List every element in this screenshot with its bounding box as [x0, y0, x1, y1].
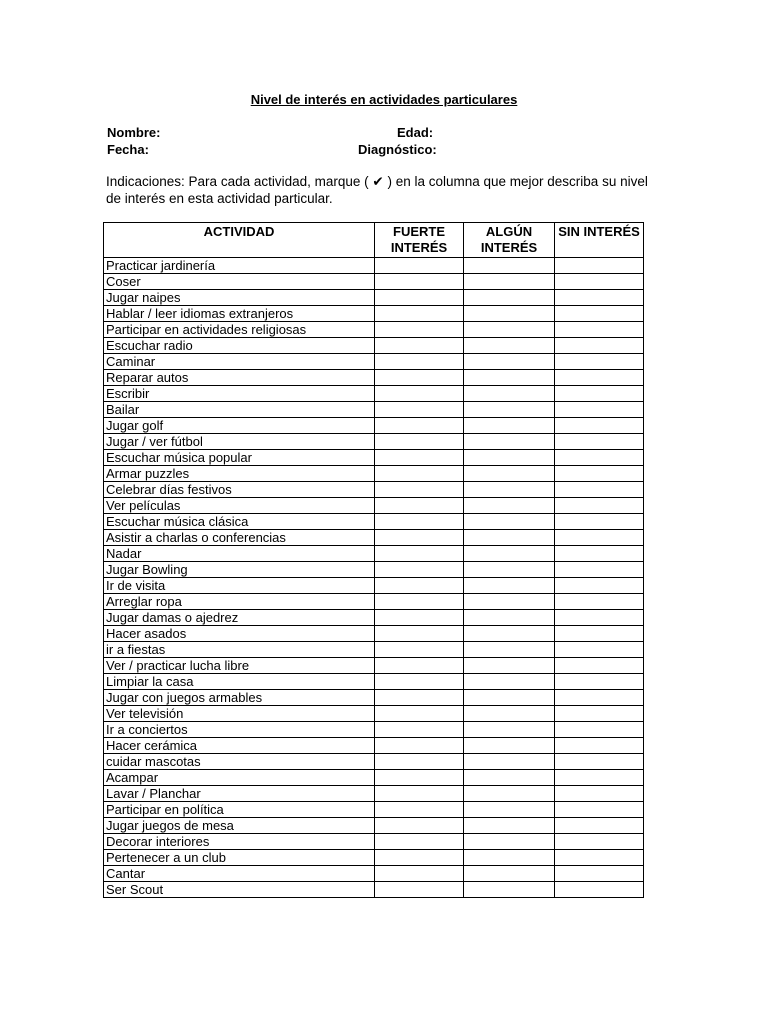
fuerte-interes-cell[interactable]	[375, 290, 464, 306]
algun-interes-cell[interactable]	[464, 834, 555, 850]
table-row	[104, 738, 644, 754]
fuerte-interes-cell[interactable]	[375, 386, 464, 402]
activity-name: Acampar	[104, 770, 375, 786]
activity-name: Ir de visita	[104, 578, 375, 594]
sin-interes-cell[interactable]	[555, 802, 644, 818]
field-fecha: Fecha:	[107, 142, 149, 157]
fuerte-interes-cell[interactable]	[375, 786, 464, 802]
activity-name: Escuchar música clásica	[104, 514, 375, 530]
fuerte-interes-cell[interactable]	[375, 370, 464, 386]
table-row	[104, 594, 644, 610]
table-row	[104, 834, 644, 850]
fuerte-interes-cell[interactable]	[375, 482, 464, 498]
fuerte-interes-cell[interactable]	[375, 258, 464, 274]
activity-name: Limpiar la casa	[104, 674, 375, 690]
fuerte-interes-cell[interactable]	[375, 546, 464, 562]
table-row	[104, 338, 644, 354]
algun-interes-cell[interactable]	[464, 546, 555, 562]
header-sin-interes: SIN INTERÉS	[555, 223, 644, 258]
activity-name: Coser	[104, 274, 375, 290]
table-row	[104, 562, 644, 578]
sin-interes-cell[interactable]	[555, 850, 644, 866]
sin-interes-cell[interactable]	[555, 658, 644, 674]
table-row	[104, 642, 644, 658]
activity-name: Asistir a charlas o conferencias	[104, 530, 375, 546]
header-actividad: ACTIVIDAD	[104, 223, 375, 258]
activity-name: Ver televisión	[104, 706, 375, 722]
table-row	[104, 450, 644, 466]
table-row	[104, 786, 644, 802]
table-row	[104, 690, 644, 706]
sin-interes-cell[interactable]	[555, 466, 644, 482]
table-row	[104, 354, 644, 370]
fuerte-interes-cell[interactable]	[375, 354, 464, 370]
fuerte-interes-cell[interactable]	[375, 594, 464, 610]
fuerte-interes-cell[interactable]	[375, 402, 464, 418]
fuerte-interes-cell[interactable]	[375, 498, 464, 514]
sin-interes-cell[interactable]	[555, 818, 644, 834]
fuerte-interes-cell[interactable]	[375, 738, 464, 754]
algun-interes-cell[interactable]	[464, 338, 555, 354]
algun-interes-cell[interactable]	[464, 386, 555, 402]
table-row	[104, 418, 644, 434]
algun-interes-cell[interactable]	[464, 802, 555, 818]
sin-interes-cell[interactable]	[555, 290, 644, 306]
sin-interes-cell[interactable]	[555, 770, 644, 786]
sin-interes-cell[interactable]	[555, 530, 644, 546]
sin-interes-cell[interactable]	[555, 626, 644, 642]
table-row	[104, 434, 644, 450]
table-row	[104, 802, 644, 818]
algun-interes-cell[interactable]	[464, 658, 555, 674]
algun-interes-cell[interactable]	[464, 642, 555, 658]
fuerte-interes-cell[interactable]	[375, 834, 464, 850]
activity-name: Armar puzzles	[104, 466, 375, 482]
table-row	[104, 754, 644, 770]
activity-name: Jugar naipes	[104, 290, 375, 306]
sin-interes-cell[interactable]	[555, 434, 644, 450]
activity-name: Nadar	[104, 546, 375, 562]
activity-name: cuidar mascotas	[104, 754, 375, 770]
table-row	[104, 658, 644, 674]
document-title: Nivel de interés en actividades particulares	[250, 92, 518, 107]
activity-name: Hacer cerámica	[104, 738, 375, 754]
fuerte-interes-cell[interactable]	[375, 866, 464, 882]
algun-interes-cell[interactable]	[464, 322, 555, 338]
activity-name: Jugar golf	[104, 418, 375, 434]
algun-interes-cell[interactable]	[464, 290, 555, 306]
table-row	[104, 530, 644, 546]
fuerte-interes-cell[interactable]	[375, 562, 464, 578]
algun-interes-cell[interactable]	[464, 610, 555, 626]
sin-interes-cell[interactable]	[555, 370, 644, 386]
header-fuerte-interes: FUERTE INTERÉS	[375, 223, 464, 258]
sin-interes-cell[interactable]	[555, 258, 644, 274]
sin-interes-cell[interactable]	[555, 274, 644, 290]
sin-interes-cell[interactable]	[555, 690, 644, 706]
fuerte-interes-cell[interactable]	[375, 418, 464, 434]
fuerte-interes-cell[interactable]	[375, 434, 464, 450]
activity-name: Bailar	[104, 402, 375, 418]
activity-name: Hacer asados	[104, 626, 375, 642]
algun-interes-cell[interactable]	[464, 418, 555, 434]
table-row	[104, 866, 644, 882]
fuerte-interes-cell[interactable]	[375, 338, 464, 354]
table-row	[104, 674, 644, 690]
algun-interes-cell[interactable]	[464, 786, 555, 802]
algun-interes-cell[interactable]	[464, 274, 555, 290]
table-row	[104, 610, 644, 626]
sin-interes-cell[interactable]	[555, 642, 644, 658]
table-row	[104, 514, 644, 530]
sin-interes-cell[interactable]	[555, 498, 644, 514]
table-header-row	[104, 223, 644, 258]
activity-name: Jugar con juegos armables	[104, 690, 375, 706]
table-row	[104, 498, 644, 514]
fuerte-interes-cell[interactable]	[375, 818, 464, 834]
fuerte-interes-cell[interactable]	[375, 530, 464, 546]
table-row	[104, 386, 644, 402]
fuerte-interes-cell[interactable]	[375, 642, 464, 658]
activity-name: Decorar interiores	[104, 834, 375, 850]
fuerte-interes-cell[interactable]	[375, 754, 464, 770]
algun-interes-cell[interactable]	[464, 578, 555, 594]
field-nombre: Nombre:	[107, 125, 161, 140]
table-row	[104, 578, 644, 594]
algun-interes-cell[interactable]	[464, 626, 555, 642]
sin-interes-cell[interactable]	[555, 338, 644, 354]
sin-interes-cell[interactable]	[555, 482, 644, 498]
algun-interes-cell[interactable]	[464, 690, 555, 706]
sin-interes-cell[interactable]	[555, 450, 644, 466]
fuerte-interes-cell[interactable]	[375, 450, 464, 466]
algun-interes-cell[interactable]	[464, 370, 555, 386]
fuerte-interes-cell[interactable]	[375, 578, 464, 594]
fuerte-interes-cell[interactable]	[375, 658, 464, 674]
algun-interes-cell[interactable]	[464, 722, 555, 738]
activity-name: ir a fiestas	[104, 642, 375, 658]
activity-name: Escuchar radio	[104, 338, 375, 354]
table-row	[104, 322, 644, 338]
algun-interes-cell[interactable]	[464, 754, 555, 770]
activities-table	[103, 222, 644, 898]
activity-name: Ser Scout	[104, 882, 375, 898]
activity-name: Participar en política	[104, 802, 375, 818]
algun-interes-cell[interactable]	[464, 450, 555, 466]
activity-name: Escribir	[104, 386, 375, 402]
sin-interes-cell[interactable]	[555, 834, 644, 850]
sin-interes-cell[interactable]	[555, 514, 644, 530]
header-algun-interes: ALGÚN INTERÉS	[464, 223, 555, 258]
fuerte-interes-cell[interactable]	[375, 802, 464, 818]
table-row	[104, 626, 644, 642]
activity-name: Pertenecer a un club	[104, 850, 375, 866]
activity-name: Jugar juegos de mesa	[104, 818, 375, 834]
table-row	[104, 306, 644, 322]
fuerte-interes-cell[interactable]	[375, 306, 464, 322]
sin-interes-cell[interactable]	[555, 562, 644, 578]
fuerte-interes-cell[interactable]	[375, 626, 464, 642]
algun-interes-cell[interactable]	[464, 482, 555, 498]
algun-interes-cell[interactable]	[464, 258, 555, 274]
algun-interes-cell[interactable]	[464, 674, 555, 690]
algun-interes-cell[interactable]	[464, 738, 555, 754]
algun-interes-cell[interactable]	[464, 498, 555, 514]
fuerte-interes-cell[interactable]	[375, 322, 464, 338]
fuerte-interes-cell[interactable]	[375, 882, 464, 898]
sin-interes-cell[interactable]	[555, 674, 644, 690]
table-row	[104, 466, 644, 482]
algun-interes-cell[interactable]	[464, 882, 555, 898]
algun-interes-cell[interactable]	[464, 354, 555, 370]
fuerte-interes-cell[interactable]	[375, 770, 464, 786]
sin-interes-cell[interactable]	[555, 594, 644, 610]
fuerte-interes-cell[interactable]	[375, 514, 464, 530]
table-row	[104, 402, 644, 418]
instructions: Indicaciones: Para cada actividad, marque ( ✔ ) en la columna que mejor describa su nivel de interés en esta actividad particular.	[106, 174, 648, 206]
sin-interes-cell[interactable]	[555, 610, 644, 626]
algun-interes-cell[interactable]	[464, 818, 555, 834]
fuerte-interes-cell[interactable]	[375, 690, 464, 706]
table-row	[104, 770, 644, 786]
sin-interes-cell[interactable]	[555, 706, 644, 722]
sin-interes-cell[interactable]	[555, 322, 644, 338]
sin-interes-cell[interactable]	[555, 722, 644, 738]
activity-name: Jugar Bowling	[104, 562, 375, 578]
table-row	[104, 370, 644, 386]
activity-name: Cantar	[104, 866, 375, 882]
activity-name: Jugar damas o ajedrez	[104, 610, 375, 626]
table-row	[104, 482, 644, 498]
table-row	[104, 258, 644, 274]
activity-name: Lavar / Planchar	[104, 786, 375, 802]
algun-interes-cell[interactable]	[464, 434, 555, 450]
table-row	[104, 290, 644, 306]
algun-interes-cell[interactable]	[464, 770, 555, 786]
table-row	[104, 850, 644, 866]
sin-interes-cell[interactable]	[555, 578, 644, 594]
sin-interes-cell[interactable]	[555, 354, 644, 370]
sin-interes-cell[interactable]	[555, 738, 644, 754]
field-edad: Edad:	[397, 125, 434, 140]
algun-interes-cell[interactable]	[464, 866, 555, 882]
activity-name: Participar en actividades religiosas	[104, 322, 375, 338]
sin-interes-cell[interactable]	[555, 306, 644, 322]
algun-interes-cell[interactable]	[464, 706, 555, 722]
sin-interes-cell[interactable]	[555, 882, 644, 898]
table-row	[104, 818, 644, 834]
table-row	[104, 546, 644, 562]
activity-name: Ver / practicar lucha libre	[104, 658, 375, 674]
activity-name: Ir a conciertos	[104, 722, 375, 738]
activity-name: Arreglar ropa	[104, 594, 375, 610]
field-diagnostico: Diagnóstico:	[358, 142, 437, 157]
fuerte-interes-cell[interactable]	[375, 722, 464, 738]
table-row	[104, 274, 644, 290]
activity-name: Escuchar música popular	[104, 450, 375, 466]
fuerte-interes-cell[interactable]	[375, 466, 464, 482]
sin-interes-cell[interactable]	[555, 402, 644, 418]
sin-interes-cell[interactable]	[555, 418, 644, 434]
sin-interes-cell[interactable]	[555, 754, 644, 770]
activity-name: Ver películas	[104, 498, 375, 514]
fuerte-interes-cell[interactable]	[375, 274, 464, 290]
algun-interes-cell[interactable]	[464, 402, 555, 418]
sin-interes-cell[interactable]	[555, 386, 644, 402]
table-row	[104, 882, 644, 898]
fuerte-interes-cell[interactable]	[375, 610, 464, 626]
algun-interes-cell[interactable]	[464, 306, 555, 322]
fuerte-interes-cell[interactable]	[375, 706, 464, 722]
table-row	[104, 706, 644, 722]
sin-interes-cell[interactable]	[555, 866, 644, 882]
activity-name: Celebrar días festivos	[104, 482, 375, 498]
sin-interes-cell[interactable]	[555, 546, 644, 562]
activity-name: Hablar / leer idiomas extranjeros	[104, 306, 375, 322]
algun-interes-cell[interactable]	[464, 514, 555, 530]
algun-interes-cell[interactable]	[464, 594, 555, 610]
activity-name: Jugar / ver fútbol	[104, 434, 375, 450]
fuerte-interes-cell[interactable]	[375, 674, 464, 690]
activity-name: Practicar jardinería	[104, 258, 375, 274]
sin-interes-cell[interactable]	[555, 786, 644, 802]
algun-interes-cell[interactable]	[464, 530, 555, 546]
table-row	[104, 722, 644, 738]
algun-interes-cell[interactable]	[464, 850, 555, 866]
algun-interes-cell[interactable]	[464, 562, 555, 578]
algun-interes-cell[interactable]	[464, 466, 555, 482]
activity-name: Caminar	[104, 354, 375, 370]
activity-name: Reparar autos	[104, 370, 375, 386]
fuerte-interes-cell[interactable]	[375, 850, 464, 866]
